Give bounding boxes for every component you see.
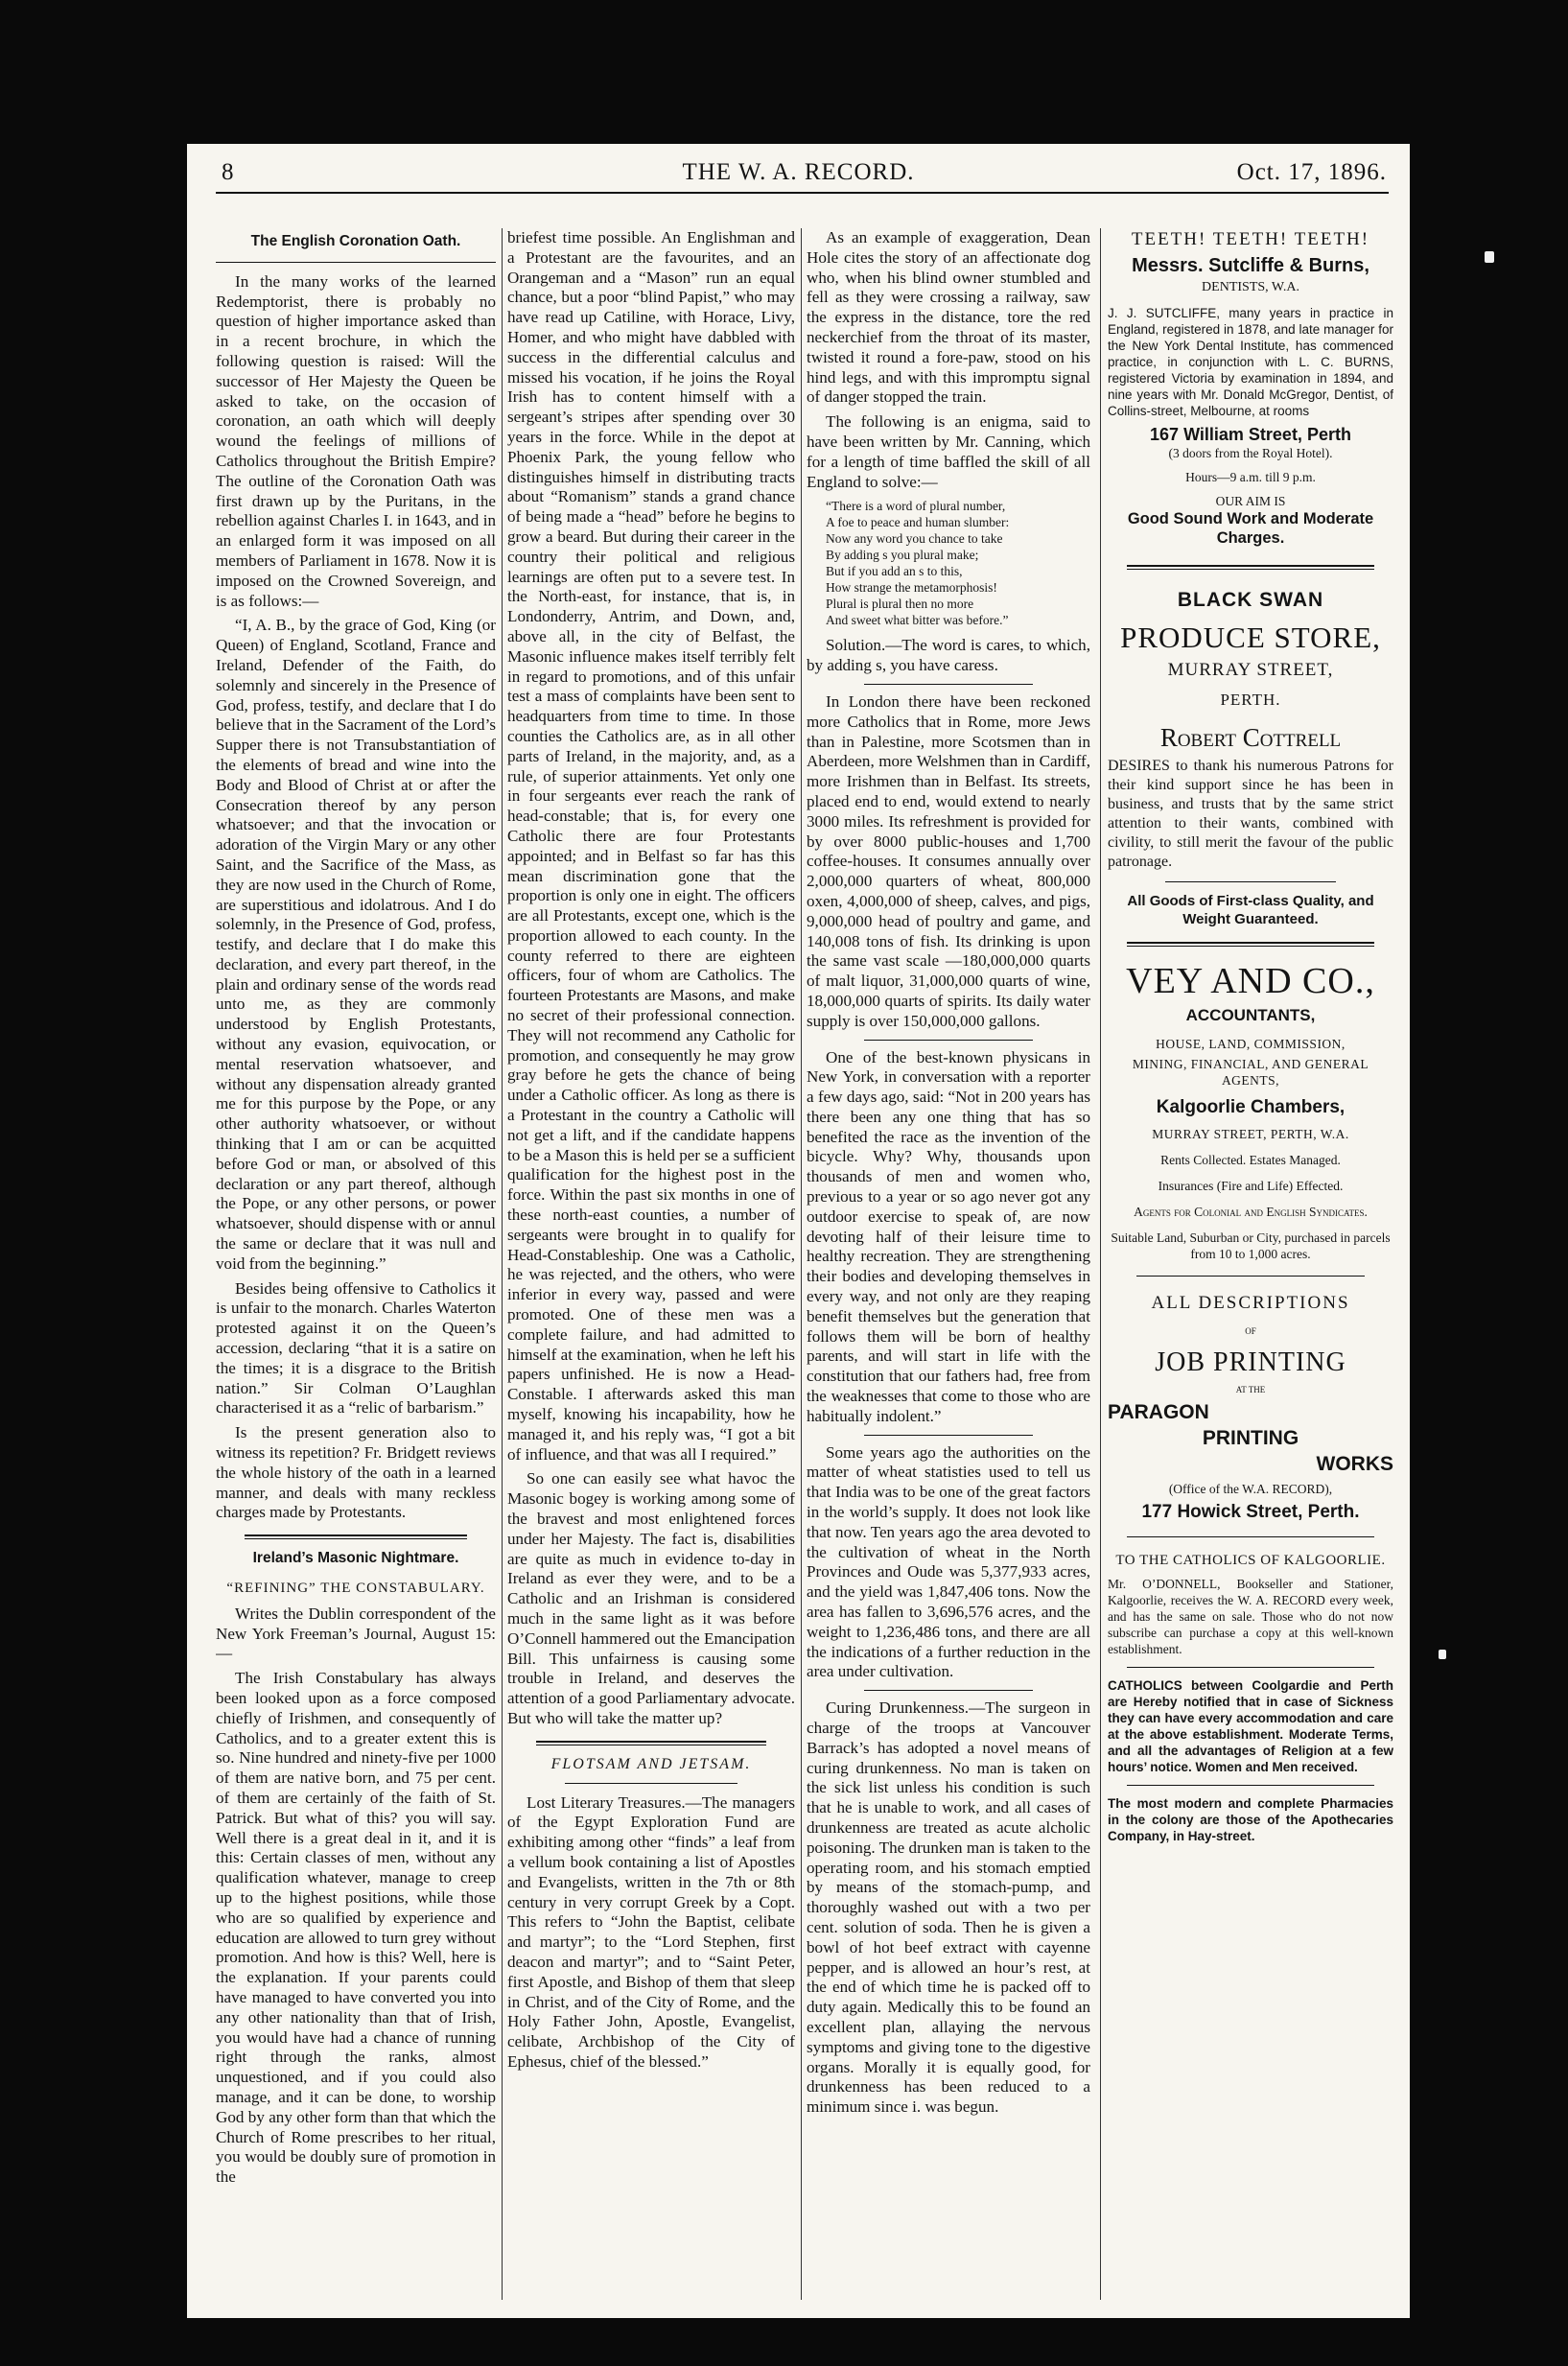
ad-firm: VEY AND CO., <box>1126 961 1375 1002</box>
ad-title: TO THE CATHOLICS OF KALGOORLIE. <box>1115 1552 1386 1568</box>
ad-line: OF <box>1245 1325 1256 1336</box>
ad-title: WORKS <box>1316 1452 1393 1475</box>
divider <box>216 262 496 263</box>
column-3 <box>807 228 1090 2290</box>
paragraph: As an example of exaggeration, Dean Hole cites the story of an affectionate dog who, when his blind owner stumbled and fell as they were crossing a railway, saw the express in the distance, tore the red neckerchief from the throat of its master, twisted it round a fore-paw, stood on his hind legs, and with this impromptu signal of danger stopped the train. <box>807 228 1090 407</box>
ad-line: Insurances (Fire and Life) Effected. <box>1158 1178 1344 1193</box>
paragraph: Some years ago the authorities on the matter of wheat statisties used to tell us that India was to be one of the great factors in the world’s supply. It does not look like that now. Ten years ago the area devoted to the cultivation of wheat in the North Provinces and Oude was 5,377,933 acres, and the yield was 1,847,406 tons. Now the area has fallen to 3,696,576 acres, and the weight to 1,236,486 tons, and there are all the indications of a further reduction in the area under cultivation. <box>807 1442 1090 1681</box>
produce-store-advertisement <box>1108 591 1393 928</box>
ad-title: PRODUCE STORE, <box>1120 620 1381 654</box>
ad-body: The most modern and complete Pharmacies in the colony are those of the Apothecaries Company, in Hay-street. <box>1108 1795 1393 1843</box>
divider <box>1165 881 1336 882</box>
poem <box>826 498 1090 628</box>
ad-slogan: All Goods of First-class Quality, and Weight Guaranteed. <box>1127 893 1374 928</box>
paragraph: Lost Literary Treasures.—The managers of the Egypt Exploration Fund are exhibiting among other “finds” a leaf from a vellum book containing a list of Apostles and Evangelists, written in the 7th or 8th century in very corrupt Greek by a Copt. This refers to “John the Baptist, celibate and martyr”; to the “Lord Stephen, first deacon and martyr”; and to “Saint Peter, first Apostle, and Bishop of them that sleep in Christ, and of the City of Rome, and the Holy Father John, Apostle, Evangelist, celibate, Archbishop of the City of Ephesus, chief of the blessed.” <box>507 1792 795 2071</box>
ad-services: MINING, FINANCIAL, AND GENERAL AGENTS, <box>1132 1057 1369 1089</box>
ad-body: CATHOLICS between Coolgardie and Perth are Hereby notified that in case of Sickness they can have every accommodation and care at the above establishment. Moderate Terms, and all the advantages of Religion at a few hours’ notice. Women and Men received. <box>1108 1677 1393 1774</box>
divider <box>864 684 1033 685</box>
ad-title: JOB PRINTING <box>1155 1347 1346 1377</box>
divider <box>864 1435 1033 1436</box>
column-4-advertisements <box>1108 228 1393 2290</box>
paragraph: The following is an enigma, said to have been written by Mr. Canning, which for a length of time baffled the skill of all England to solve:— <box>807 412 1090 491</box>
paragraph: Solution.—The word is cares, to which, by adding s, you have caress. <box>807 636 1090 675</box>
column-divider <box>1100 228 1101 2300</box>
divider <box>565 1783 737 1784</box>
kalgoorlie-notice <box>1108 1551 1393 1657</box>
divider <box>245 1534 467 1539</box>
divider <box>864 1040 1033 1041</box>
page-header <box>187 159 1410 194</box>
ad-role: ACCOUNTANTS, <box>1185 1006 1316 1025</box>
ad-role: DENTISTS, W.A. <box>1202 279 1299 294</box>
article-heading: Ireland’s Masonic Nightmare. <box>252 1550 459 1567</box>
ad-body: DESIRES to thank his numerous Patrons for their kind support since he has been in business, and trusts that by the same strict attention to their wants, combined with civility, to still merit the favour of the public patronage. <box>1108 758 1393 871</box>
header-rule <box>216 192 1389 194</box>
ad-line: AT THE <box>1235 1384 1266 1394</box>
page-number: 8 <box>222 159 235 185</box>
masthead: THE W. A. RECORD. <box>682 159 915 185</box>
paragraph: briefest time possible. An Englishman and a Protestant are the favourites, and an Orangeman and a “Mason” run an equal chance, but a poor “blind Papist,” who may have read up Catiline, with Horace, Livy, Homer, and who might have dabbled with success in the differential calculus and missed his vocation, if he joins the Royal Irish has to content himself with a sergeant’s stripes after spending over 30 years in the force. While in the depot at Phoenix Park, the young fellow who distinguishes himself in distributing tracts about “Romanism” stands a grand chance of being made a “head” before he begins to grow a beard. But during their career in the country their political and religious learnings are often put to a severe test. In the North-east, for instance, that is, in Londonderry, Antrim, and Down, and, above all, in the city of Belfast, the Masonic influence makes itself terribly felt in regard to promotions, and of this unfair test a mass of complaints have been sent to headquarters from time to time. In those counties the Catholics are, as in all other parts of Ireland, in the majority, and, as a rule, of superior attainments. Yet only one in four sergeants ever reach the rank of head-constable; that is, for every one Catholic there are four Protestants appointed; and in Belfast so far has this mean discrimination gone that the proportion is only one in eight. The officers are all Protestants, except one, which is the proportion allowed to each county. In the county referred to there are eighteen officers, four of whom are Catholics. The fourteen Protestants are Masons, and make no secret of their professional connection. They will not recommend any Catholic for promotion, and consequently he may grow gray before he gets the chance of being under a Catholic officer. As long as there is a Protestant in the country a Catholic will not get a lift, and if the candidate happens to be a Mason this is held per se a sufficient qualification for the highest post in the force. Within the past six months in one of these north-east counties, a number of sergeants were brought in to qualify for Head-Constableship. One was a Catholic, he was rejected, and the others, who were inferior in every way, passed and were promoted. One of these men was a complete failure, and had admitted to himself at the examination, when he left his papers unfinished. He is now a Head-Constable. I afterwards asked this man myself, knowing his incapability, how he managed it, and his reply was, “I got a bit of influence, and that was all I required.” <box>507 228 795 1464</box>
pharmacy-notice <box>1108 1795 1393 1844</box>
ad-line: Suitable Land, Suburban or City, purchased in parcels from 10 to 1,000 acres. <box>1111 1230 1391 1261</box>
article-heading: The English Coronation Oath. <box>250 233 461 249</box>
divider <box>1127 565 1374 570</box>
ad-note: (3 doors from the Royal Hotel). <box>1168 446 1333 461</box>
ad-line: ALL DESCRIPTIONS <box>1151 1292 1350 1313</box>
paragraph: So one can easily see what havoc the Masonic bogey is working among some of the bravest and most enlightened forces under her Majesty. The fact is, disabilities are quite as much in evidence to-day in Ireland as ever they were, and to be a Catholic and an Irishman is considered much in the same light as it was before O’Connell hammered out the Emancipation Bill. This unfairness is causing some trouble in Ireland, and deserves the attention of a good Parliamentary advocate. But who will take the matter up? <box>507 1469 795 1727</box>
paragraph: The Irish Constabulary has always been looked upon as a force composed chiefly of Irishmen, and consequently of Catholics, and to a greater extent this is so. Nine hundred and ninety-five per 1000 of them are native born, and 75 per cent. of them are certainly of the faith of St. Patrick. But what of this? you will say. Well there is a great deal in it, and it is this: Certain classes of men, without any qualification whatever, manage to creep up to the highest positions, while those who are so qualified by experience and education are allowed to turn grey without promotion. And how is this? Well, here is the explanation. If your parents could have managed to have converted you into any other nationality than that of Irish, you would have had a chance of running right through the ranks, almost unquestioned, and if you could also manage, and it can be done, to worship God by any other form than that which the Church of Rome prescribes to her ritual, you would be doubly sure of promotion in the <box>216 1669 496 2187</box>
poem-line: A foe to peace and human slumber: <box>826 515 1010 530</box>
divider <box>1127 1536 1374 1537</box>
poem-line: “There is a word of plural number, <box>826 499 1006 514</box>
paragraph: Is the present generation also to witness its repetition? Fr. Bridgett reviews the whole history of the oath in a learned manner, and deals with many reckless charges made by Protestants. <box>216 1423 496 1522</box>
scan-speck <box>1485 251 1494 263</box>
poem-line: How strange the metamorphosis! <box>826 580 997 596</box>
column-divider <box>801 228 802 2300</box>
divider <box>536 1741 766 1745</box>
accountants-advertisement <box>1108 960 1393 1262</box>
ad-address: 167 William Street, Perth <box>1150 425 1351 445</box>
issue-date: Oct. 17, 1896. <box>1236 159 1387 185</box>
ad-slogan: Good Sound Work and Moderate Charges. <box>1127 510 1374 548</box>
ad-line: Rents Collected. Estates Managed. <box>1160 1152 1341 1167</box>
ad-body: J. J. SUTCLIFFE, many years in practice in England, registered in 1878, and late manager for the New York Dental Institute, has commenced practice, in conjunction with L. C. BURNS, registered Victoria by examination in 1894, and nine years with Mr. Donald McGregor, Dentist, of Collins-street, Melbourne, at rooms <box>1108 306 1393 419</box>
ad-title: BLACK SWAN <box>1177 589 1324 612</box>
paragraph: Besides being offensive to Catholics it is unfair to the monarch. Charles Waterton protested against it on the Queen’s accession, declaring “that it is a satire on the times; it is a disgrace to the British nation.” Sir Colman O’Laughlan characterised it as a “relic of barbarism.” <box>216 1278 496 1417</box>
poem-line: By adding s you plural make; <box>826 548 979 563</box>
poem-line: And sweet what bitter was before.” <box>826 613 1009 628</box>
ad-hours: Hours—9 a.m. till 9 p.m. <box>1185 470 1316 485</box>
dentist-advertisement <box>1108 230 1393 548</box>
paragraph: “I, A. B., by the grace of God, King (or Queen) of England, Scotland, France and Ireland, Defender of the Faith, do solemnly and sincerely in the Presence of God, profess, testify, and declare that I do believe that in the Sacrament of the Lord’s Supper there is not Transubstantiation of the elements of bread and wine into the Body and Blood of Christ at or after the Consecration thereof by any person whatsoever; and that the invocation or adoration of the Virgin Mary or any other Saint, and the Sacrifice of the Mass, as they are now used in the Church of Rome, are superstitious and idolatrous. And I do solemnly, in the Presence of God, profess, testify, and declare that I do make this declaration, and every part thereof, in the plain and ordinary sense of the words read unto me, as they are commonly understood by English Protestants, without any evasion, equivocation, or mental reservation whatsoever, and without any dispensation already granted me for this purpose by the Pope, or any other authority whatsoever, or without thinking that I am or can be acquitted before God or man, or absolved of this declaration or any part thereof, although the Pope, or any other persons, or power whatsoever, should dispense with or annul the same or declare that it was null and void from the beginning.” <box>216 616 496 1273</box>
coolgardie-notice <box>1108 1677 1393 1775</box>
ad-services: HOUSE, LAND, COMMISSION, <box>1156 1037 1346 1052</box>
ad-firm: Messrs. Sutcliffe & Burns, <box>1132 254 1369 276</box>
ad-street: MURRAY STREET, <box>1167 659 1334 680</box>
column-divider <box>502 228 503 2300</box>
ad-title: PRINTING <box>1202 1427 1299 1450</box>
newspaper-page <box>187 144 1410 2318</box>
divider <box>1127 1785 1374 1786</box>
ad-city: PERTH. <box>1220 690 1281 709</box>
paragraph: Curing Drunkenness.—The surgeon in charge of the troops at Vancouver Barrack’s has adopted a novel means of curing drunkenness. No man is taken on the sick list unless his condition is such that he is unable to work, and all cases of drunkenness are treated as acute alcholic poisoning. The drunken man is taken to the operating room, and his stomach emptied by means of the stomach-pump, and thoroughly washed out with a two per cent. solution of soda. Then he is given a bowl of hot beef extract with cayenne pepper, and is allowed an hour’s rest, at the end of which time he is packed off to duty again. Medically this to be found an excellent plan, allaying the nervous symptoms and giving tone to the digestive organs. Morally it is equally good, for drunkenness has been reduced to a minimum since i. was begun. <box>807 1698 1090 2117</box>
subheading: “REFINING” THE CONSTABULARY. <box>226 1581 485 1596</box>
divider <box>1127 942 1374 947</box>
divider <box>1136 1276 1365 1277</box>
ad-street: MURRAY STREET, PERTH, W.A. <box>1152 1126 1349 1141</box>
ad-body: Mr. O’DONNELL, Bookseller and Stationer, Kalgoorlie, receives the W. A. RECORD every week, and has the same on sale. Those who do not now subscribe can purchase a copy at this well-known establishment. <box>1108 1576 1393 1656</box>
paragraph: In London there have been reckoned more Catholics that in Rome, more Jews than in Palestine, more Scotsmen than in Aberdeen, more Welshmen than in Cardiff, more Irishmen than in Belfast. Its streets, placed end to end, would extend to nearly 3000 miles. Its refreshment is provided for by over 8000 public-houses and 1,700 coffee-houses. It consumes annually over 2,000,000 quarters of wheat, 800,000 oxen, 4,000,000 of sheep, calves, and pigs, 9,000,000 head of poultry and game, and 140,008 tons of fish. Its drinking is upon the same vast scale —180,000,000 quarts of malt liquor, 31,000,000 quarts of wine, 18,000,000 quarts of spirits. Its daily water supply is over 150,000,000 gallons. <box>807 691 1090 1030</box>
divider <box>864 1690 1033 1691</box>
article-heading: FLOTSAM AND JETSAM. <box>550 1755 752 1772</box>
scan-speck <box>1439 1650 1446 1659</box>
ad-office: Kalgoorlie Chambers, <box>1156 1097 1346 1118</box>
ad-address: 177 Howick Street, Perth. <box>1141 1501 1360 1522</box>
ad-title: PARAGON <box>1108 1401 1209 1424</box>
ad-headline: TEETH! TEETH! TEETH! <box>1131 229 1370 249</box>
column-1 <box>216 228 496 2290</box>
ad-aim: OUR AIM IS <box>1215 494 1286 509</box>
poem-line: Now any word you chance to take <box>826 531 1003 547</box>
printing-advertisement <box>1108 1294 1393 1523</box>
poem-line: Plural is plural then no more <box>826 597 974 612</box>
paragraph: One of the best-known physicans in New York, in conversation with a reporter a few days ago, said: “Not in 200 years has there been any one thing that has so benefited the race as the invention of the bicycle. Why? Why, thousands upon thousands of men and women who, previous to a year or so ago never got any outdoor exercise to speak of, are now devoting half of their leisure time to healthy recreation. They are strengthening their bodies and developing themselves in every way, and not only are they reaping benefit themselves but the generation that follows them will be born of healthy parents, and will start in life with the constitution that our fathers had, free from the weaknesses that come to those who are habitually indolent.” <box>807 1047 1090 1425</box>
poem-line: But if you add an s to this, <box>826 564 963 579</box>
divider <box>1127 1667 1374 1668</box>
paragraph: Writes the Dublin correspondent of the New York Freeman’s Journal, August 15:— <box>216 1604 496 1663</box>
column-2 <box>507 228 795 2290</box>
ad-note: (Office of the W.A. RECORD), <box>1168 1481 1333 1496</box>
ad-proprietor: Robert Cottrell <box>1159 722 1342 752</box>
paragraph: In the many works of the learned Redemptorist, there is probably no question of higher importance asked than in a recent brochure, in which the following question is raised: Will the successor of Her Majesty the Queen be asked to take, on the occasion of coronation, an oath which will deeply wound the feelings of millions of Catholics throughout the British Empire? The outline of the Coronation Oath was first drawn up by the Puritans, in the rebellion against Charles I. in 1643, and in an enlarged form it was imposed on all members of Parliament in 1678. Now it is imposed on the Crowned Sovereign, and is as follows:— <box>216 271 496 610</box>
ad-line: Agents for Colonial and English Syndicates. <box>1134 1204 1368 1219</box>
